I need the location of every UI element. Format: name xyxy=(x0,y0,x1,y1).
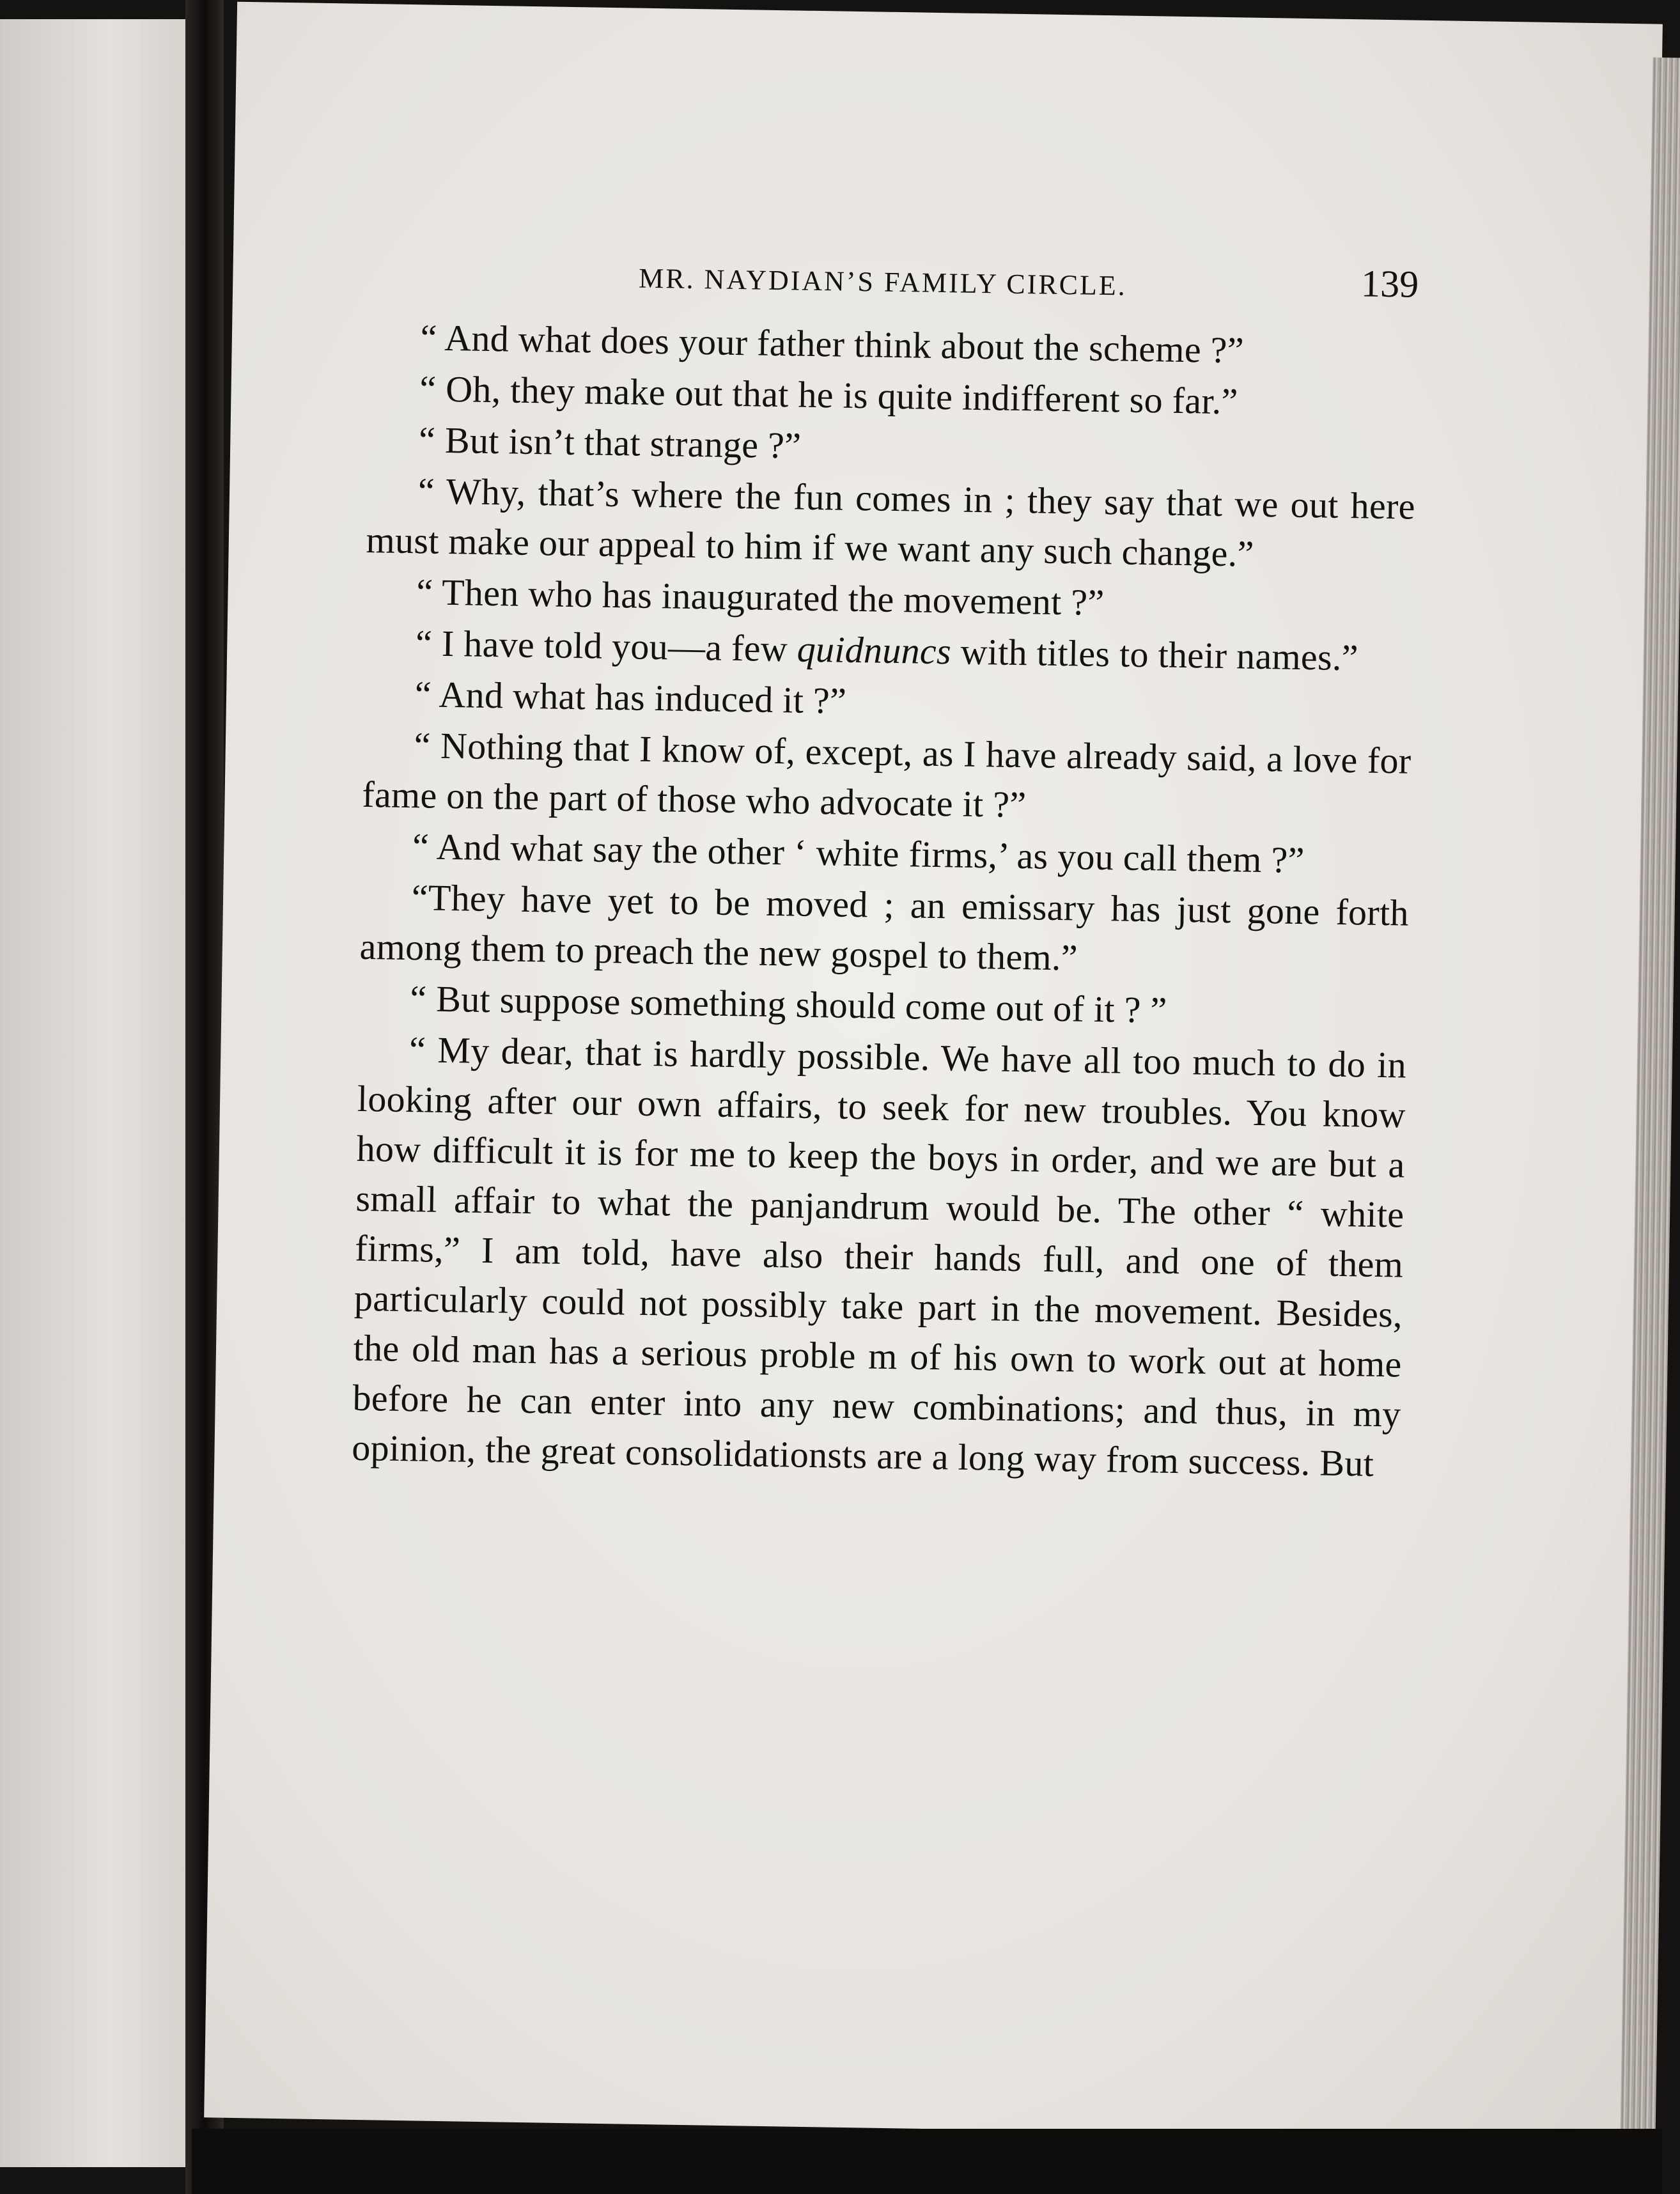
paragraph: “ But suppose something should come out of it ? ” xyxy=(409,977,1168,1031)
paragraph: “ And what does your father think about the scheme ?” xyxy=(420,316,1245,371)
page-number: 139 xyxy=(1360,262,1419,306)
paragraph: “ Oh, they make out that he is quite indifferent so far.” xyxy=(419,368,1239,423)
bottom-shadow xyxy=(192,2129,1662,2194)
page-text xyxy=(352,243,1419,1491)
paragraph: “ Then who has inaugurated the movement ?” xyxy=(416,571,1105,624)
paragraph-text: “ I have told you—a few xyxy=(415,622,798,670)
left-page-edge xyxy=(0,19,185,2167)
paragraph: “They have yet to be moved ; an emissary has just gone forth among them to preach the new gospel to them.” xyxy=(359,876,1410,979)
italic-word: quidnuncs xyxy=(797,628,952,673)
paragraph: “ And what say the other ‘ white firms,’ as you call them ?” xyxy=(412,825,1305,882)
paragraph: “ My dear, that is hardly possible. We have all too much to do in looking after our own affairs, to seek for new troubles. You know how difficult it is for me to keep the boys in order, and we are but a small affair to what the panjandrum would be. The other “ white firms,” I am told, have also their hands full, and one of them particularly could not possibly take part in the movement. Besides, the old man has a serious proble m of his own to work out at home before he can enter into any new combinations; and thus, in my opinion, the great consolidationsts are a long way from success. But xyxy=(351,1029,1407,1484)
paragraph-text: with titles to their names.” xyxy=(951,630,1359,679)
paragraph: “ But isn’t that strange ?” xyxy=(418,419,802,467)
running-head-title: MR. NAYDIAN’S FAMILY CIRCLE. xyxy=(638,262,1128,302)
paragraph: “ Why, that’s where the fun comes in ; they say that we out here must make our appeal to him if we want any such change.” xyxy=(366,470,1416,575)
paragraph: “ Nothing that I know of, except, as I have already said, a love for fame on the part of those who advocate it ?” xyxy=(361,724,1412,826)
paragraph: “ And what has induced it ?” xyxy=(414,673,847,722)
